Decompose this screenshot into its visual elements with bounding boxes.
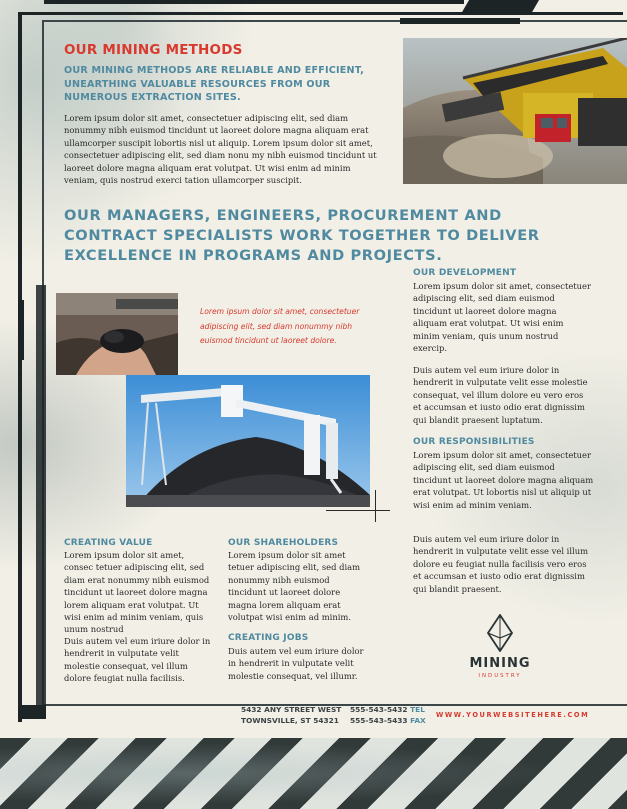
responsibilities-heading: OUR RESPONSIBILITIES xyxy=(413,437,535,447)
crosshair-h xyxy=(326,510,390,511)
coal-hand-photo xyxy=(56,293,178,375)
responsibilities-p1: Lorem ipsum dolor sit amet, consectetuer adipiscing elit, sed diam euismod tincidunt ut laoreet dolore magna aliquam erat volutpat. Ut lobortis nisl ut aliquip ut wisi enim ad minim veniam. xyxy=(413,450,594,510)
footer-tel-line xyxy=(350,704,426,715)
hazard-stripes xyxy=(0,738,627,809)
logo-tagline: INDUSTRY xyxy=(478,673,522,679)
value-heading: CREATING VALUE xyxy=(64,538,153,548)
footer-website-link[interactable]: WWW.YOURWEBSITEHERE.COM xyxy=(436,711,590,719)
diamond-logo-icon xyxy=(486,614,514,656)
footer-city: TOWNSVILLE, ST 54321 xyxy=(241,716,339,725)
footer-contact xyxy=(350,704,426,726)
responsibilities-p2: Duis autem vel eum iriure dolor in hendrerit in vulputate velit esse vel illum dolore eu feugiat nulla facilisis vero eros et accumsan et iusto odio erat dignissim qui blandit praesent. xyxy=(413,534,589,594)
crosshair-v xyxy=(375,490,376,522)
shareholders-heading: OUR SHAREHOLDERS xyxy=(228,538,339,548)
methods-subheading: OUR MINING METHODS ARE RELIABLE AND EFFICIENT, UNEARTHING VALUABLE RESOURCES FROM OUR NUMEROUS EXTRACTION SITES. xyxy=(64,65,364,104)
footer-fax-line xyxy=(350,715,426,726)
coal-pile-photo xyxy=(126,375,370,507)
methods-body: Lorem ipsum dolor sit amet, consectetuer adipiscing elit, sed diam nonummy nibh euismod tincidunt ut laoreet dolore magna aliquam erat ullamcorper suscipit lobortis nisl ut aliquip. Lorem ipsum dolor sit amet, consectetuer adipiscing elit, sed diam nonu my nibh euismod tincidunt ut laoreet dolore magna aliquam erat volutpat. Ut wisi enim ad minim veniam, quis nostrud exerci tation ullamcorper suscipit. xyxy=(64,113,377,186)
top-bar xyxy=(44,0,464,4)
development-heading: OUR DEVELOPMENT xyxy=(413,268,517,278)
methods-heading: OUR MINING METHODS xyxy=(64,42,243,58)
development-p2: Duis autem vel eum iriure dolor in hendrerit in vulputate velit esse molestie consequat, vel illum dolore eu vero eros et accumsan et iusto odio erat dignissim qui blandit praesent luptatum. xyxy=(413,365,588,425)
value-p1: Lorem ipsum dolor sit amet, consec tetuer adipiscing elit, sed diam erat nonummy nibh euismod tincidunt ut laoreet dolore magna lorem aliquam erat volutpat. Ut wisi enim ad minim veniam, quis unum nostrud xyxy=(64,550,210,635)
footer-street: 5432 ANY STREET WEST xyxy=(241,705,342,714)
value-p2: Duis autem vel eum iriure dolor in hendrerit in vulputate velit molestie consequat, vel illum dolore feugiat nulla facilisis. xyxy=(64,636,211,684)
footer-fax: 555-543-5433 xyxy=(350,716,408,725)
footer-tel: 555-543-5432 xyxy=(350,705,408,714)
shareholders-p1: Lorem ipsum dolor sit amet tetuer adipiscing elit, sed diam nonummy nibh euismod tincidunt ut laoreet dolore magna lorem aliquam erat volutpat wisi enim ad minim. xyxy=(228,550,361,623)
pull-quote: Lorem ipsum dolor sit amet, consectetuer adipiscing elit, sed diam nonummy nibh euismod tincidunt ut laoreet dolore. xyxy=(200,307,360,346)
footer-tel-label: TEL xyxy=(410,705,425,714)
development-p1: Lorem ipsum dolor sit amet, consectetuer adipiscing elit, sed diam euismod tincidunt ut laoreet dolore magna aliquam erat volutpat. Ut wisi enim minim veniam, quis unum nostrud exercip. xyxy=(413,281,591,354)
top-bar-notch xyxy=(461,0,539,14)
top-bar-accent xyxy=(400,18,520,24)
footer-fax-label: FAX xyxy=(410,716,426,725)
logo-name: MINING xyxy=(469,656,531,671)
headline: OUR MANAGERS, ENGINEERS, PROCUREMENT AND CONTRACT SPECIALISTS WORK TOGETHER TO DELIVER EXCELLENCE IN PROGRAMS AND PROJECTS. xyxy=(64,207,540,264)
frame-side-bar xyxy=(36,285,46,705)
jobs-p1: Duis autem vel eum iriure dolor in hendrerit in vulputate velit molestie consequat, vel illumr. xyxy=(228,646,364,681)
excavator-photo xyxy=(403,38,627,184)
frame-corner xyxy=(18,705,46,719)
footer-address xyxy=(241,704,341,726)
jobs-heading: CREATING JOBS xyxy=(228,633,309,643)
frame-tick xyxy=(18,300,24,360)
